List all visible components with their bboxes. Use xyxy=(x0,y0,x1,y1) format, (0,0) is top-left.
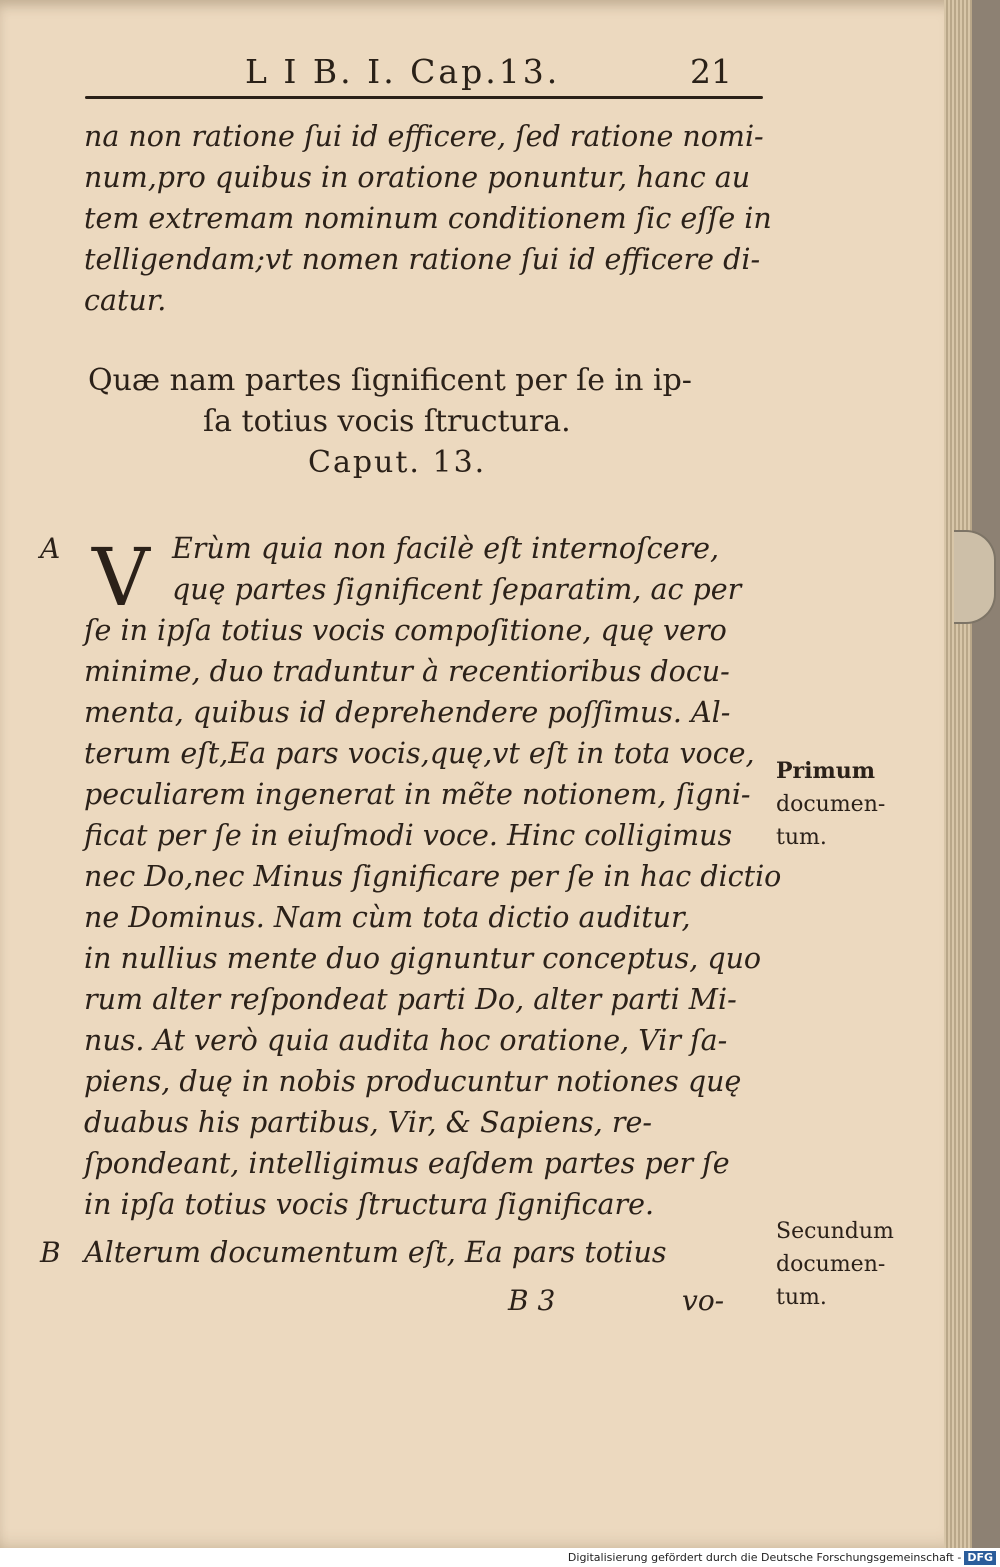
chapter-heading-line: Quæ nam partes ſignificent per ſe in ip- xyxy=(88,363,692,398)
text-line: catur. xyxy=(84,284,167,317)
margin-letter-b: B xyxy=(40,1236,61,1269)
digitization-footer xyxy=(0,1548,1000,1567)
chapter-heading-line: ſa totius vocis ſtructura. xyxy=(203,404,571,439)
chapter-number: Caput. 13. xyxy=(308,445,487,480)
margin-letter-a: A xyxy=(40,532,61,565)
text-line: ſpondeant, intelligimus eaſdem partes per ſe xyxy=(84,1147,730,1180)
text-line: menta, quibus id deprehendere poſſimus. Al- xyxy=(84,696,731,729)
text-line: terum eſt,Ea pars vocis,quę,vt eſt in tota voce, xyxy=(84,737,755,770)
text-line: minime, duo traduntur à recentioribus docu- xyxy=(84,655,730,688)
header-rule xyxy=(85,96,763,99)
text-line: telligendam;vt nomen ratione ſui id efficere di- xyxy=(84,243,761,276)
text-line: ſe in ipſa totius vocis compoſitione, quę vero xyxy=(84,614,727,647)
page-number: 21 xyxy=(690,52,732,91)
margin-note-line: Primum xyxy=(776,758,876,784)
page-clip xyxy=(954,530,996,624)
margin-note-line: documen- xyxy=(776,1252,886,1277)
drop-cap: V xyxy=(92,531,150,624)
text-line: ficat per ſe in eiuſmodi voce. Hinc colligimus xyxy=(84,819,733,852)
text-line: Alterum documentum eſt, Ea pars totius xyxy=(84,1236,667,1269)
text-line: num,pro quibus in oratione ponuntur, hanc au xyxy=(84,161,751,194)
text-line: duabus his partibus, Vir, & Sapiens, re- xyxy=(84,1106,652,1139)
text-line: in ipſa totius vocis ſtructura ſignificare. xyxy=(84,1188,655,1221)
text-line: quę partes ſignificent ſeparatim, ac per xyxy=(172,573,742,606)
text-line: nec Do,nec Minus ſignificare per ſe in hac dictio xyxy=(84,860,782,893)
signature-mark: B 3 xyxy=(508,1284,556,1317)
footer-credit: Digitalisierung gefördert durch die Deutsche Forschungsgemeinschaft - xyxy=(567,1551,962,1564)
catchword: vo- xyxy=(682,1284,725,1317)
margin-note-line: tum. xyxy=(776,825,827,850)
dfg-logo: DFG xyxy=(964,1551,996,1565)
page-edge xyxy=(944,0,972,1548)
text-line: piens, duę in nobis producuntur notiones quę xyxy=(84,1065,742,1098)
margin-note-line: tum. xyxy=(776,1285,827,1310)
text-line: rum alter reſpondeat parti Do, alter parti Mi- xyxy=(84,983,737,1016)
text-line: Erùm quia non facilè eſt internoſcere, xyxy=(172,532,719,565)
text-line: na non ratione ſui id efficere, ſed ratione nomi- xyxy=(84,120,764,153)
margin-note-line: Secundum xyxy=(776,1219,894,1244)
text-line: tem extremam nominum conditionem ſic eſſe in xyxy=(84,202,772,235)
text-line: in nullius mente duo gignuntur conceptus, quo xyxy=(84,942,762,975)
text-line: nus. At verò quia audita hoc oratione, Vir ſa- xyxy=(84,1024,728,1057)
text-line: ne Dominus. Nam cùm tota dictio auditur, xyxy=(84,901,691,934)
text-line: peculiarem ingenerat in mẽte notionem, ſigni- xyxy=(84,778,751,811)
margin-note-line: documen- xyxy=(776,792,886,817)
running-title: L I B. I. Cap.13. xyxy=(245,52,561,91)
